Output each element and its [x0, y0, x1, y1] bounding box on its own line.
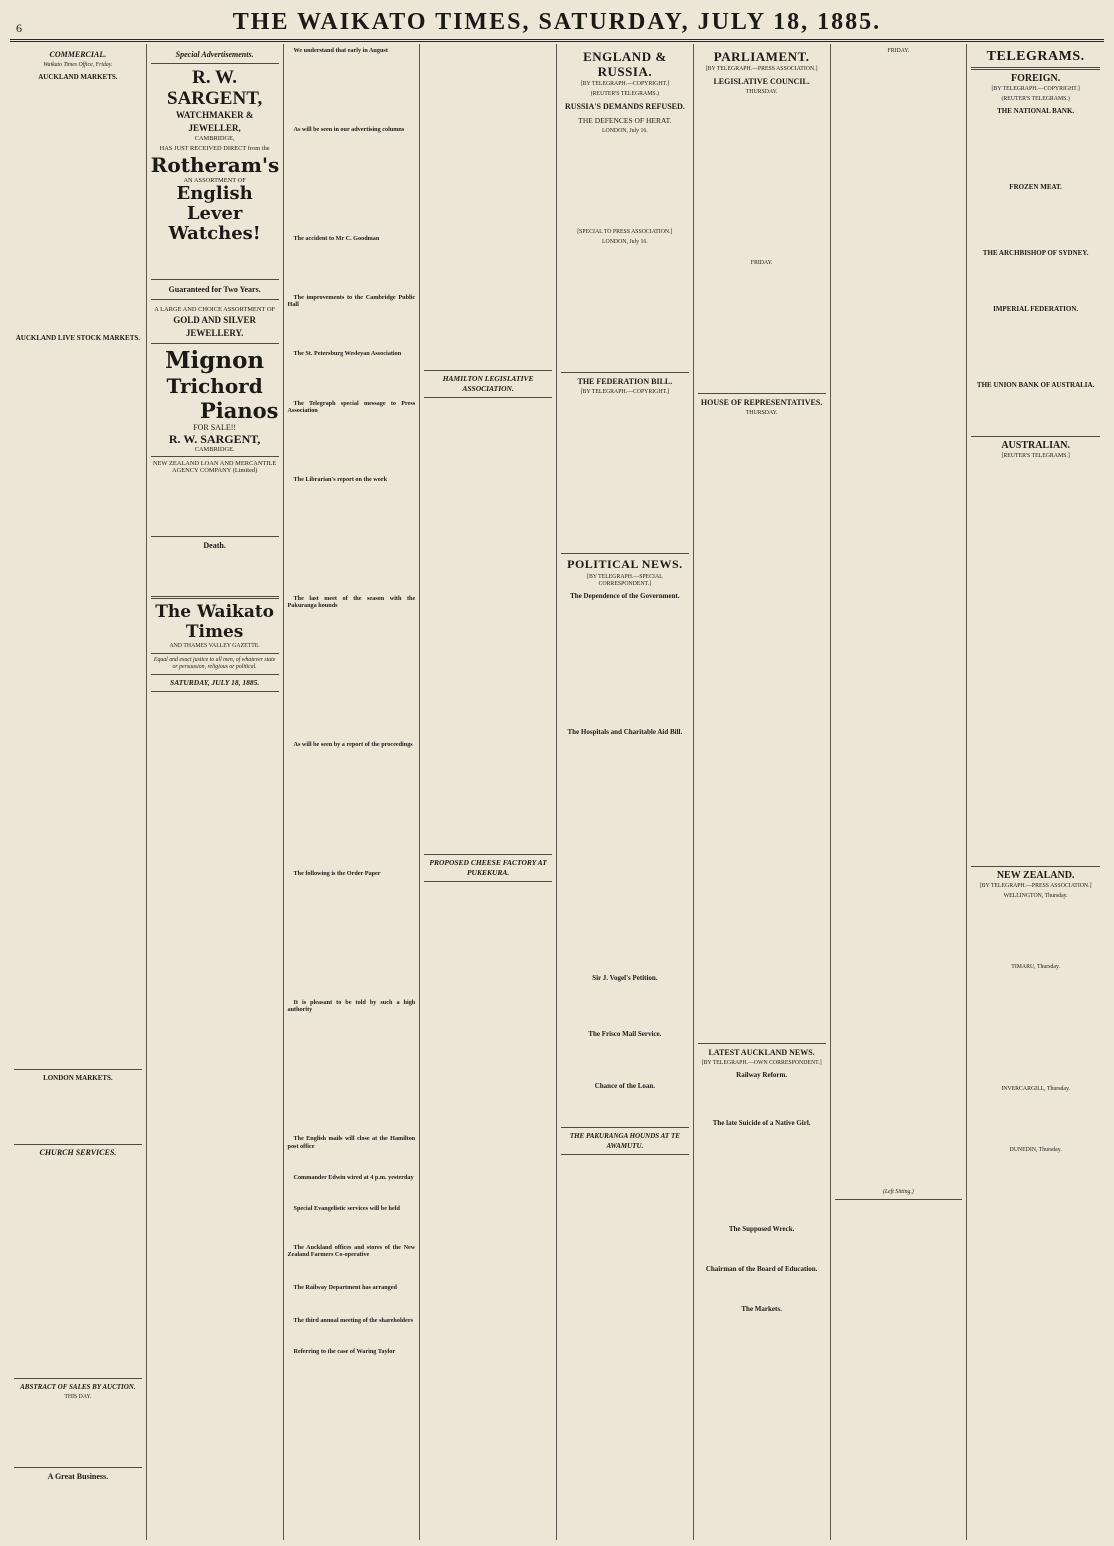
pakuranga-heading: THE PAKURANGA HOUNDS AT TE AWAMUTU. — [569, 1131, 680, 1150]
legislative-council-heading: LEGISLATIVE COUNCIL. — [713, 77, 810, 87]
nz-sub: [BY TELEGRAPH.—PRESS ASSOCIATION.] — [979, 883, 1092, 890]
para-last-meet: The last meet of the season with the Pakuranga hounds — [287, 594, 416, 609]
sargent-name: R. W. SARGENT, — [167, 67, 263, 109]
dependence-heading: The Dependence of the Government. — [570, 591, 680, 600]
foreign-sub: [BY TELEGRAPH.—COPYRIGHT.] — [991, 86, 1080, 92]
guaranteed: Guaranteed for Two Years. — [168, 285, 261, 295]
friday-dateline: FRIDAY. — [887, 48, 910, 54]
london-markets-heading: LONDON MARKETS. — [43, 1074, 113, 1083]
federation-sub: [BY TELEGRAPH.—COPYRIGHT.] — [580, 389, 670, 396]
frisco-mail-heading: The Frisco Mail Service. — [588, 1029, 662, 1038]
para-evangelistic: Special Evangelistic services will be held — [293, 1204, 400, 1212]
column-8 — [967, 44, 1104, 1540]
union-bank-heading: THE UNION BANK OF AUSTRALIA. — [976, 381, 1095, 390]
watch-description — [151, 244, 279, 276]
mignon: Mignon — [165, 346, 265, 374]
para-small-number: As will be seen in our advertising columns — [293, 126, 405, 134]
abstract-heading: ABSTRACT OF SALES BY AUCTION. — [20, 1383, 136, 1392]
foreign-heading: FOREIGN. — [1011, 73, 1061, 84]
hamilton-legislative-heading: HAMILTON LEGISLATIVE ASSOCIATION. — [442, 374, 534, 393]
sargent-name-2: R. W. SARGENT, — [168, 431, 261, 446]
column-3 — [284, 44, 421, 1540]
live-stock-heading: AUCKLAND LIVE STOCK MARKETS. — [15, 334, 141, 343]
church-services-text — [14, 1160, 142, 1375]
parliament-sub: [BY TELEGRAPH.—PRESS ASSOCIATION.] — [705, 66, 818, 72]
column-1 — [10, 44, 147, 1540]
nz-loan-text — [151, 475, 279, 533]
para-we-understand: We understand that early in August — [293, 47, 388, 54]
london-dateline: LONDON, July 16. — [602, 128, 648, 135]
thursday-dateline-b: THURSDAY. — [745, 410, 778, 417]
suicide-heading: The late Suicide of a Native Girl. — [712, 1119, 811, 1128]
wellington-dateline: WELLINGTON, Thursday. — [1003, 893, 1068, 900]
death-notice — [151, 553, 279, 593]
friday-dateline: FRIDAY. — [750, 260, 773, 267]
timaru-dateline: TIMARU, Thursday. — [1011, 964, 1060, 971]
column-5 — [557, 44, 694, 1540]
archbishop-heading: THE ARCHBISHOP OF SYDNEY. — [982, 249, 1089, 258]
london-markets-text — [14, 1086, 142, 1141]
sargent-town-2: CAMBRIDGE. — [194, 445, 235, 453]
pianos: Pianos — [200, 397, 279, 423]
dateline: SATURDAY, JULY 18, 1885. — [170, 678, 260, 688]
para-report: As will be seen by a report of the proceedings — [293, 741, 413, 749]
federation-bill-heading: THE FEDERATION BILL. — [577, 377, 673, 387]
para-improvements: The improvements to the Cambridge Public Hall — [287, 294, 416, 309]
auckland-markets-text — [14, 85, 142, 330]
for-sale: FOR SALE!! — [193, 422, 237, 432]
masthead — [10, 6, 1104, 42]
commercial-office: Waikato Times Office, Friday. — [43, 62, 113, 68]
para-referring: Referring to the case of Waring Taylor — [293, 1348, 396, 1356]
abstract-text — [14, 1404, 142, 1464]
para-english-mails: The English mails will close at the Hamilton post office — [287, 1135, 416, 1150]
para-third-annual: The third annual meeting of the shareholders — [293, 1317, 414, 1325]
death-heading: Death. — [203, 540, 226, 550]
sargent-town: CAMBRIDGE, — [194, 135, 235, 142]
latest-sub: [BY TELEGRAPH.—OWN CORRESPONDENT.] — [701, 1060, 822, 1067]
reuters-telegrams: (REUTER'S TELEGRAMS.) — [590, 91, 659, 98]
left-sitting: (Left Sitting.) — [882, 1189, 914, 1196]
invercargill-dateline: INVERCARGILL, Thursday. — [1001, 1085, 1070, 1092]
thursday-dateline: THURSDAY. — [745, 89, 778, 96]
para-auckland-offices: The Auckland offices and stores of the New Zealand Farmers Co-operative — [287, 1243, 416, 1258]
assortment: AN ASSORTMENT OF — [183, 176, 246, 184]
hamilton-legislative-text — [424, 401, 552, 851]
para-railway: The Railway Department has arranged — [293, 1283, 397, 1291]
dunedin-dateline: DUNEDIN, Thursday. — [1009, 1146, 1062, 1153]
parliament-continued — [835, 58, 963, 1188]
auckland-markets-heading: AUCKLAND MARKETS. — [38, 73, 118, 82]
para-telegraph: The Telegraph special message to Press Association — [287, 399, 416, 414]
para-st-petersburg: The St. Petersburg Wesleyan Association — [293, 350, 402, 358]
motto: Equal and exact justice to all men, of whatever state or persuasion, religious or political. — [153, 656, 276, 671]
gold-silver: GOLD AND SILVER JEWELLERY. — [173, 314, 256, 338]
political-sub: [BY TELEGRAPH.—SPECIAL CORRESPONDENT.] — [587, 573, 663, 587]
english-lever: English Lever Watches! — [168, 183, 261, 245]
supposed-wreck-heading: The Supposed Wreck. — [728, 1225, 795, 1234]
para-pleasant: It is pleasant to be told by such a high authority — [287, 999, 416, 1014]
london-dateline-b: LONDON, July 16. — [602, 239, 648, 246]
leader-article — [151, 695, 279, 1255]
sargent-advertisement — [151, 67, 279, 453]
chance-loan-heading: Chance of the Loan. — [594, 1081, 656, 1090]
latest-auckland-heading: LATEST AUCKLAND NEWS. — [708, 1048, 815, 1058]
chairman-heading: Chairman of the Board of Education. — [705, 1265, 818, 1274]
live-stock-text — [14, 346, 142, 1066]
continued-article — [424, 47, 552, 367]
para-order-paper: The following is the Order Paper — [293, 870, 381, 878]
has-just-received: HAS JUST RECEIVED DIRECT from the — [159, 145, 270, 153]
national-bank-heading: THE NATIONAL BANK. — [997, 107, 1075, 116]
cheese-factory-text — [424, 885, 552, 1540]
railway-reform-heading: Railway Reform. — [736, 1071, 788, 1080]
new-zealand-heading: NEW ZEALAND. — [996, 870, 1075, 882]
page-number: 6 — [16, 21, 22, 35]
nz-loan-agency: NEW ZEALAND LOAN AND MERCANTILE AGENCY COMPANY (Limited) — [152, 460, 277, 475]
markets-heading: The Markets. — [741, 1305, 782, 1314]
imperial-heading: IMPERIAL FEDERATION. — [993, 305, 1079, 314]
column-6 — [694, 44, 831, 1540]
political-news-heading: POLITICAL NEWS. — [567, 556, 683, 571]
great-business-heading: A Great Business. — [47, 1472, 109, 1482]
parliament-heading: PARLIAMENT. — [713, 49, 810, 64]
waikato-times-title: The Waikato Times — [155, 601, 275, 642]
australian-sub: [REUTER'S TELEGRAMS.] — [1001, 453, 1070, 460]
columns — [10, 44, 1104, 1540]
rotherams: Rotheram's — [150, 152, 280, 177]
this-day: THIS DAY. — [64, 1394, 92, 1401]
special-press: [SPECIAL TO PRESS ASSOCIATION.] — [577, 229, 673, 236]
newspaper-title: THE WAIKATO TIMES, SATURDAY, JULY 18, 1885. — [232, 9, 882, 35]
great-business-text — [14, 1484, 142, 1540]
australian-heading: AUSTRALIAN. — [1001, 440, 1070, 452]
column-7 — [831, 44, 968, 1540]
house-reps-heading: HOUSE OF REPRESENTATIVES. — [700, 398, 823, 408]
vogel-petition-heading: Sir J. Vogel's Petition. — [592, 973, 658, 982]
frozen-meat-heading: FROZEN MEAT. — [1009, 183, 1062, 192]
church-heading: CHURCH SERVICES. — [39, 1148, 117, 1158]
column-2 — [147, 44, 284, 1540]
commercial-heading: COMMERCIAL. — [49, 50, 107, 59]
england-russia-heading: ENGLAND & RUSSIA. — [583, 49, 667, 79]
thames-valley: AND THAMES VALLEY GAZETTE. — [169, 642, 260, 649]
trichord: Trichord — [166, 373, 263, 398]
cheese-factory-heading: PROPOSED CHEESE FACTORY AT PUKEKURA. — [429, 858, 547, 877]
by-telegraph: [BY TELEGRAPH.—COPYRIGHT.] — [580, 81, 670, 87]
para-accident: The accident to Mr C. Goodman — [293, 235, 380, 243]
telegrams-heading: TELEGRAMS. — [986, 49, 1085, 64]
sargent-trade: WATCHMAKER & JEWELLER, — [175, 110, 254, 133]
demands-refused: RUSSIA'S DEMANDS REFUSED. — [564, 102, 685, 112]
para-librarian: The Librarian's report on the work — [293, 475, 388, 483]
choice-assortment: A LARGE AND CHOICE ASSORTMENT OF — [154, 306, 275, 314]
hospitals-heading: The Hospitals and Charitable Aid Bill. — [567, 727, 683, 736]
defences-herat: THE DEFENCES OF HERAT. — [578, 116, 672, 126]
para-commander: Commander Edwin wired at 4 p.m. yesterday — [293, 1173, 414, 1181]
column-4 — [420, 44, 557, 1540]
special-ads-heading: Special Advertisements. — [175, 50, 254, 59]
reuters-sub: (REUTER'S TELEGRAMS.) — [1001, 96, 1070, 103]
